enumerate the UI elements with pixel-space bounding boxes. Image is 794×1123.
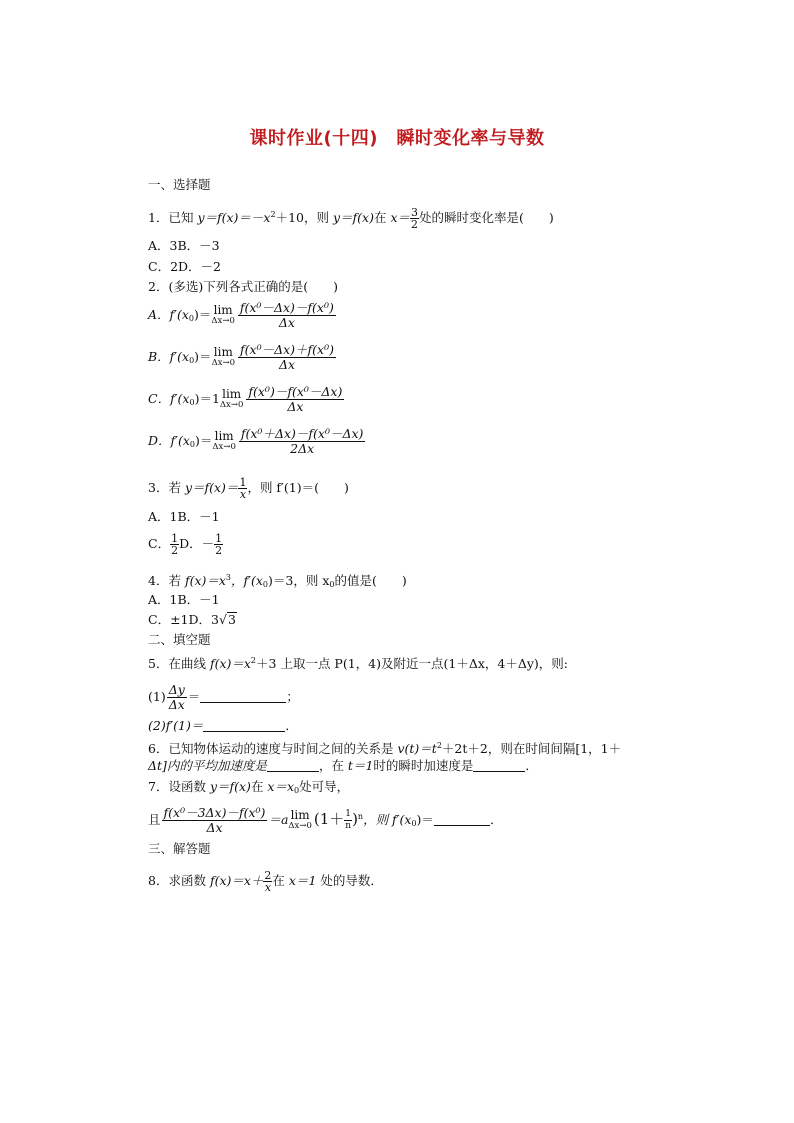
answer-blank[interactable] <box>434 813 490 826</box>
fraction-one-over-n: $\frac{1}{n}$ <box>345 809 352 831</box>
section-heading-fill: 二、填空题 <box>148 632 211 647</box>
fraction-three-halves: $\frac{3}{2}$ <box>411 206 419 231</box>
limit-operator: lim Δx→0 <box>212 428 236 452</box>
question-2-option-a: A．$f'(x_0)=$ lim Δx→0 $\frac{\text{f(x⁰－Δx)－f(x⁰)}}{\Delta x}$ <box>148 300 334 330</box>
answer-blank[interactable] <box>267 759 319 772</box>
answer-blank[interactable] <box>473 759 525 772</box>
question-4-options-cd: C．±1D．3√3 <box>148 612 236 627</box>
difference-quotient: $\frac{\text{f(x⁰－3Δx)－f(x⁰)}}{\Delta x}$ <box>163 805 266 835</box>
question-7-line-2: 且 $\frac{\text{f(x⁰－3Δx)－f(x⁰)}}{\Delta x}$ ＝a lim Δx→0 (1＋ $\frac{1}{n}$ )$^n$，则 $f'(x_0)=$ ． <box>148 805 503 835</box>
question-5-part-2: (2)f′(1)＝ ． <box>148 718 298 733</box>
question-8-stem: 8．求函数 f(x)＝x＋ $\frac{2}{x}$ 在 x＝1 处的导数． <box>148 869 383 894</box>
question-7-line-1: 7．设函数 y＝f(x)在 $x=x_0$处可导， <box>148 779 350 795</box>
question-6-line-2: Δt]内的平均加速度是 ，在 t＝1时的瞬时加速度是 ． <box>148 758 538 773</box>
difference-quotient: $\frac{\text{f(x⁰－Δx)＋f(x⁰)}}{\Delta x}$ <box>240 342 334 372</box>
answer-blank[interactable] <box>203 719 285 732</box>
question-4-stem: 4．若 $f(x)=x^3$，$f'(x_0)=3$，则 $x_0$的值是( ) <box>148 573 407 589</box>
difference-quotient: $\frac{\text{f(x⁰－Δx)－f(x⁰)}}{\Delta x}$ <box>239 300 334 330</box>
question-1-options-cd: C．2D．－2 <box>148 259 221 274</box>
question-1-stem: 1．已知 $y=f(x)=-x^2+10$，则 y＝f(x)在 x＝ $\frac{3}{2}$ 处的瞬时变化率是( ) <box>148 206 554 231</box>
question-2-option-c: C．$f'(x_0)=1$ lim Δx→0 $\frac{\text{f(x⁰)－f(x⁰－Δx)}}{\Delta x}$ <box>148 384 343 414</box>
answer-blank[interactable] <box>200 690 286 703</box>
question-3-stem: 3．若 y＝f(x)＝ $\frac{1}{x}$ ，则 f′(1)＝( ) <box>148 476 349 501</box>
question-2-option-d: D．$f'(x_0)=$ lim Δx→0 $\frac{\text{f(x⁰＋Δx)－f(x⁰－Δx)}}{2\Delta x}$ <box>148 426 364 456</box>
limit-operator: lim Δx→0 <box>219 386 244 410</box>
limit-operator: lim Δx→0 <box>288 807 312 831</box>
limit-operator: lim Δx→0 <box>211 302 235 326</box>
fraction-one-over-x: $\frac{1}{x}$ <box>239 476 247 501</box>
fraction-one-half: $\frac{1}{2}$ <box>215 532 223 557</box>
question-3-options-cd: C． $\frac{1}{2}$ D．－ $\frac{1}{2}$ <box>148 532 223 557</box>
question-2-option-b: B．$f'(x_0)=$ lim Δx→0 $\frac{\text{f(x⁰－Δx)＋f(x⁰)}}{\Delta x}$ <box>148 342 334 372</box>
square-root-icon: √ <box>218 612 227 627</box>
question-3-options-ab: A．1B．－1 <box>148 509 220 524</box>
difference-quotient: $\frac{\text{f(x⁰)－f(x⁰－Δx)}}{\Delta x}$ <box>248 384 343 414</box>
question-5-part-1: (1) $\frac{\Delta y}{\Delta x}$ ＝ ； <box>148 682 299 712</box>
question-2-stem: 2．(多选)下列各式正确的是( ) <box>148 279 338 294</box>
question-1-options-ab: A．3B．－3 <box>148 238 220 253</box>
fraction-dy-dx: $\frac{\Delta y}{\Delta x}$ <box>168 682 185 712</box>
fraction-one-half: $\frac{1}{2}$ <box>171 532 179 557</box>
limit-operator: lim Δx→0 <box>211 344 236 368</box>
question-5-stem: 5．在曲线 $f(x)=x^2+3$ 上取一点 P(1，4)及附近一点(1＋Δx，4＋Δy)，则: <box>148 656 569 671</box>
question-6-line-1: 6．已知物体运动的速度与时间之间的关系是 $v(t)=t^2+2t+2$，则在时间间隔[1，1＋ <box>148 741 622 756</box>
section-heading-answer: 三、解答题 <box>148 841 211 856</box>
fraction-two-over-x: $\frac{2}{x}$ <box>264 869 272 894</box>
question-4-options-ab: A．1B．－1 <box>148 592 220 607</box>
worksheet-title: 课时作业(十四) 瞬时变化率与导数 <box>249 128 545 149</box>
section-heading-choice: 一、选择题 <box>148 177 211 192</box>
difference-quotient: $\frac{\text{f(x⁰＋Δx)－f(x⁰－Δx)}}{2\Delta x}$ <box>240 426 364 456</box>
